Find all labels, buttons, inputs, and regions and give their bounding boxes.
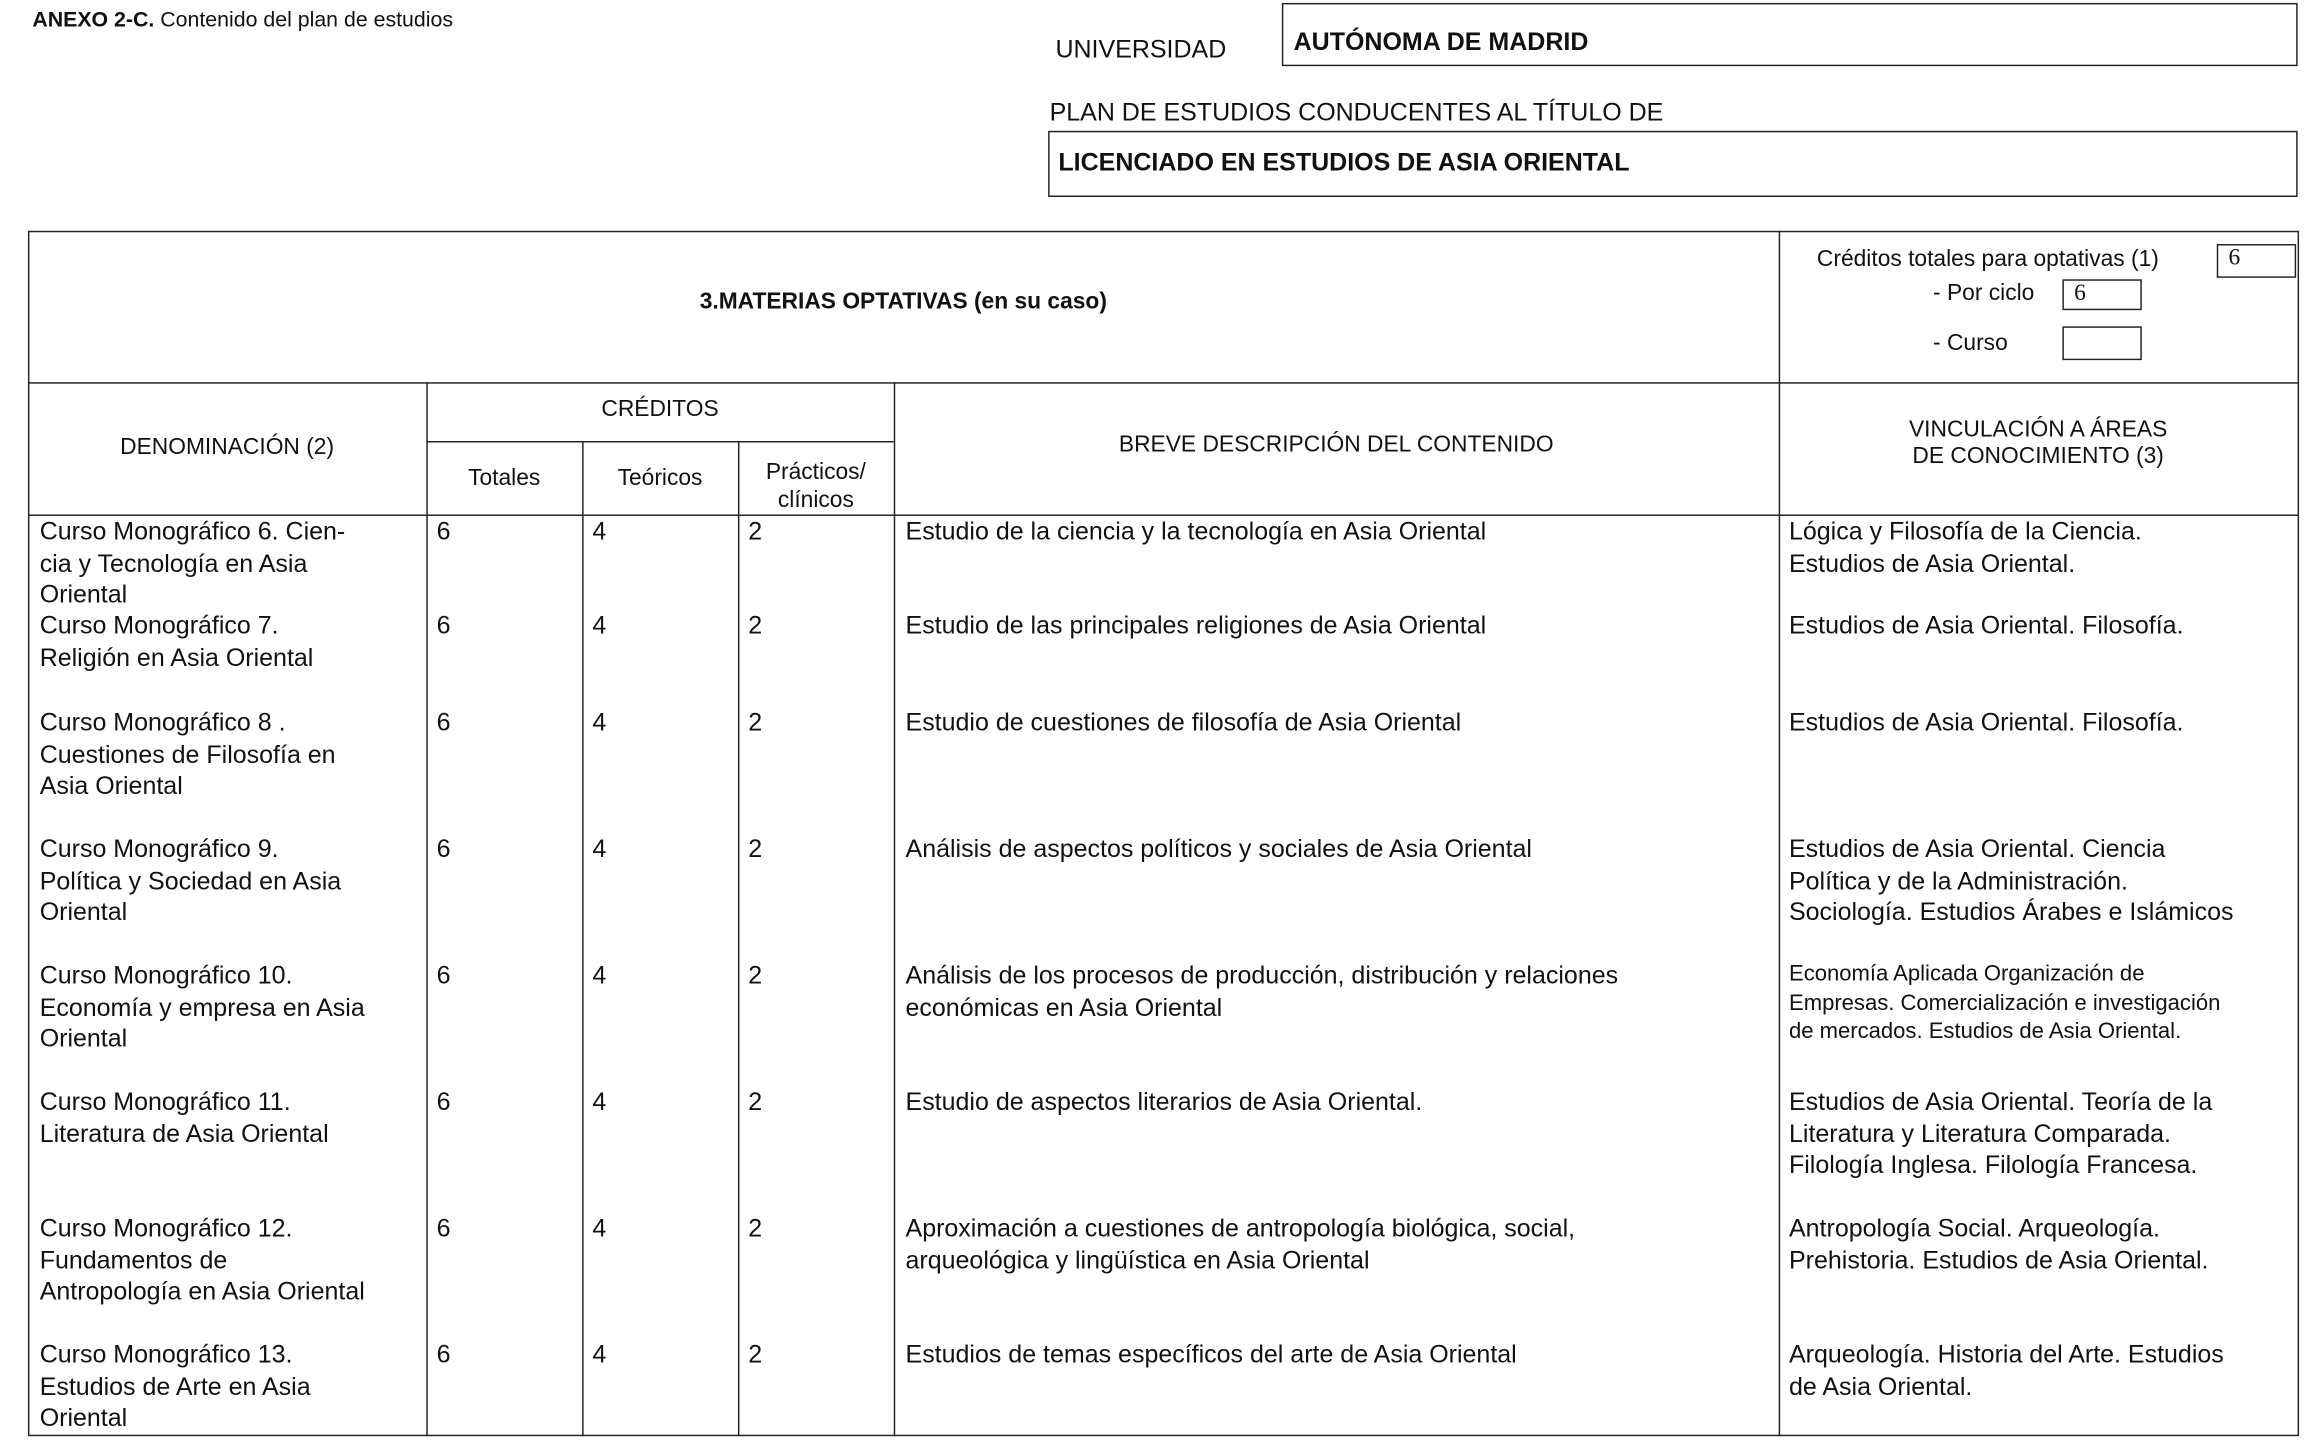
credits-practice: 2: [748, 834, 763, 863]
knowledge-areas: Estudios de Asia Oriental. Ciencia Política y de la Administración. Sociología. Estudios Árabes e Islámicos: [1788, 834, 2234, 927]
subject-name: Curso Monográfico 8 . Cuestiones de Filosofía en Asia Oriental: [39, 708, 336, 800]
university-label: UNIVERSIDAD: [1055, 35, 1227, 64]
credits-theory: 4: [592, 1087, 607, 1116]
annex-text: Contenido del plan de estudios: [160, 8, 453, 33]
degree-value: LICENCIADO EN ESTUDIOS DE ASIA ORIENTAL: [1058, 148, 1630, 177]
knowledge-areas: Estudios de Asia Oriental. Filosofía.: [1788, 611, 2184, 640]
subject-name: Curso Monográfico 10. Economía y empresa en Asia Oriental: [39, 961, 365, 1053]
credits-practice: 2: [748, 1340, 763, 1369]
credits-theory: 4: [592, 1340, 607, 1369]
subject-description: Aproximación a cuestiones de antropología biológica, social, arqueológica y lingüística en Asia Oriental: [905, 1214, 1576, 1274]
credits-practice: 2: [748, 708, 763, 737]
col-denominacion: DENOMINACIÓN (2): [120, 435, 335, 461]
course-field: [2062, 326, 2141, 360]
col-creditos: CRÉDITOS: [601, 396, 719, 422]
col-teoricos: Teóricos: [617, 465, 703, 491]
subject-name: Curso Monográfico 13. Estudios de Arte en Asia Oriental: [39, 1340, 311, 1432]
credits-practice: 2: [748, 1214, 763, 1243]
subject-description: Análisis de aspectos políticos y sociales de Asia Oriental: [905, 834, 1532, 863]
course-label: - Curso: [1933, 330, 2008, 356]
knowledge-areas: Estudios de Asia Oriental. Filosofía.: [1788, 708, 2184, 737]
credits-total: 6: [436, 834, 451, 863]
credits-practice: 2: [748, 611, 763, 640]
credits-total: 6: [436, 517, 451, 546]
credits-theory: 4: [592, 611, 607, 640]
credits-total: 6: [436, 1087, 451, 1116]
subject-description: Estudio de aspectos literarios de Asia Oriental.: [905, 1087, 1423, 1116]
subject-description: Estudios de temas específicos del arte de Asia Oriental: [905, 1340, 1517, 1369]
knowledge-areas: Lógica y Filosofía de la Ciencia. Estudios de Asia Oriental.: [1788, 517, 2142, 577]
knowledge-areas: Arqueología. Historia del Arte. Estudios de Asia Oriental.: [1788, 1340, 2224, 1401]
knowledge-areas: Economía Aplicada Organización de Empresas. Comercialización e investigación de mercados. Estudios de Asia Oriental.: [1788, 961, 2221, 1044]
subject-name: Curso Monográfico 12. Fundamentos de Antropología en Asia Oriental: [39, 1214, 365, 1306]
annex-label: ANEXO 2-C.: [32, 8, 155, 33]
subject-name: Curso Monográfico 7. Religión en Asia Oriental: [39, 611, 314, 672]
col-descripcion: BREVE DESCRIPCIÓN DEL CONTENIDO: [1118, 432, 1554, 458]
subject-description: Estudio de la ciencia y la tecnología en Asia Oriental: [905, 517, 1487, 546]
credits-theory: 4: [592, 961, 607, 990]
col-vinculacion: VINCULACIÓN A ÁREAS DE CONOCIMIENTO (3): [1908, 417, 2168, 469]
credits-total: 6: [436, 961, 451, 990]
knowledge-areas: Antropología Social. Arqueología. Prehistoria. Estudios de Asia Oriental.: [1788, 1214, 2209, 1274]
annex-heading: [32, 9, 453, 33]
credits-total: 6: [436, 708, 451, 737]
credits-practice: 2: [748, 1087, 763, 1116]
credits-theory: 4: [592, 1214, 607, 1243]
subject-name: Curso Monográfico 11. Literatura de Asia Oriental: [39, 1087, 329, 1148]
col-totales: Totales: [468, 465, 541, 491]
plan-label: PLAN DE ESTUDIOS CONDUCENTES AL TÍTULO DE: [1049, 98, 1664, 127]
degree-box: [1048, 131, 2298, 197]
subject-description: Estudio de cuestiones de filosofía de Asia Oriental: [905, 708, 1462, 737]
subject-name: Curso Monográfico 6. Cien- cia y Tecnología en Asia Oriental: [39, 517, 346, 609]
credits-theory: 4: [592, 708, 607, 737]
subject-description: Estudio de las principales religiones de Asia Oriental: [905, 611, 1487, 640]
subject-name: Curso Monográfico 9. Política y Sociedad en Asia Oriental: [39, 834, 342, 927]
university-box: [1282, 3, 2298, 66]
credits-total-label: Créditos totales para optativas (1): [1816, 246, 2159, 272]
credits-total-field: 6: [2217, 244, 2296, 278]
credits-theory: 4: [592, 834, 607, 863]
university-value: AUTÓNOMA DE MADRID: [1293, 27, 1589, 56]
section-title: 3.MATERIAS OPTATIVAS (en su caso): [699, 289, 1107, 315]
per-cycle-field: 6: [2062, 279, 2141, 310]
credits-total: 6: [436, 611, 451, 640]
credits-practice: 2: [748, 517, 763, 546]
credits-total: 6: [436, 1340, 451, 1369]
subject-description: Análisis de los procesos de producción, distribución y relaciones económicas en Asia Oriental: [905, 961, 1619, 1021]
knowledge-areas: Estudios de Asia Oriental. Teoría de la Literatura y Literatura Comparada. Filología Inglesa. Filología Francesa.: [1788, 1087, 2213, 1179]
col-practicos: Prácticos/ clínicos: [765, 460, 866, 514]
credits-practice: 2: [748, 961, 763, 990]
per-cycle-label: - Por ciclo: [1933, 280, 2035, 306]
credits-total: 6: [436, 1214, 451, 1243]
credits-theory: 4: [592, 517, 607, 546]
